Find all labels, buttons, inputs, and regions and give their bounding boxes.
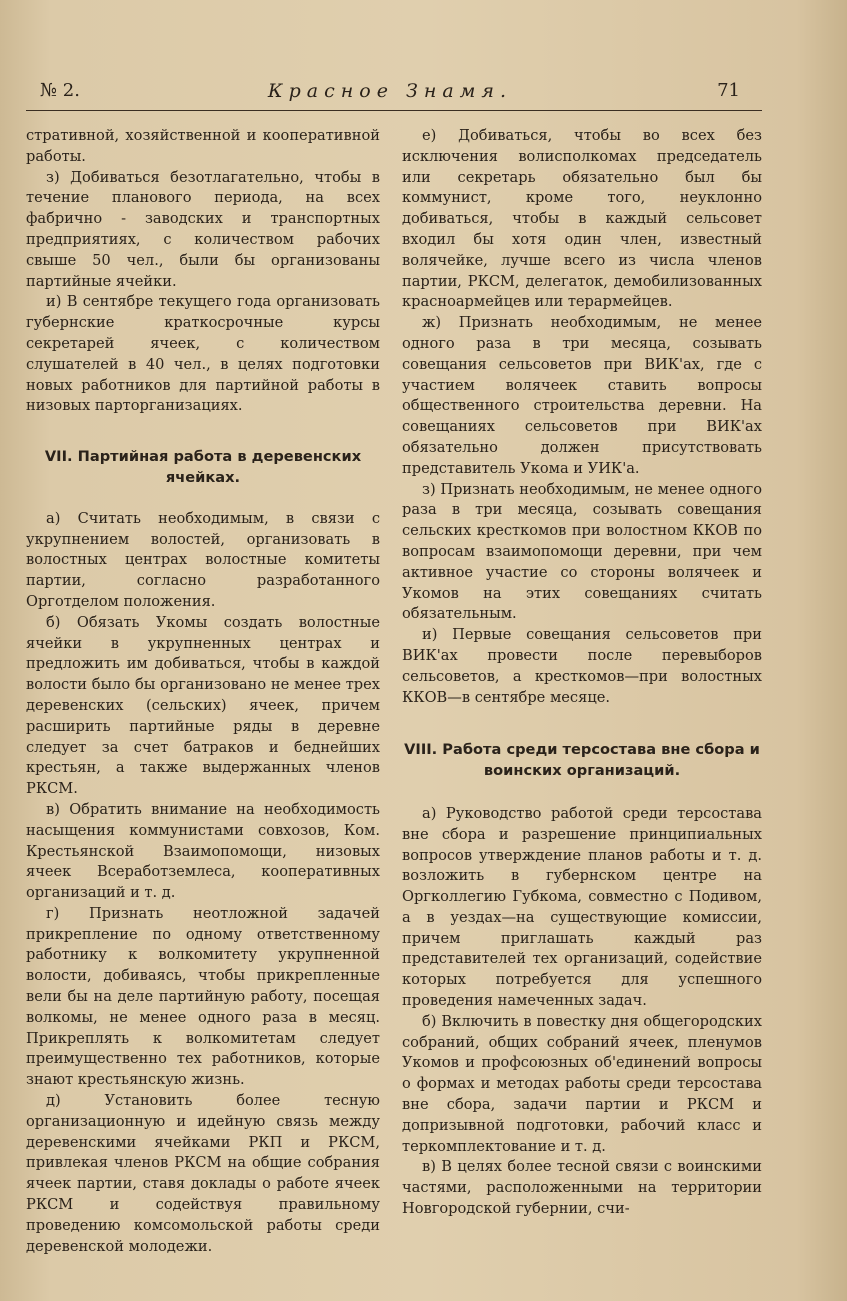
section-heading: VII. Партийная работа в деревенских ячейках. [44,448,362,486]
paragraph: г) Признать неотложной задачей прикрепление по одному ответственному работнику к волкомитету укрупненной волости, добиваясь, чтобы прикрепленные вели бы на деле партийную работу, посещая волкомы, не менее одного раза в месяц. Прикреплять к волкомитетам следует преимущественно тех работников, которые знают крестьянскую жизнь. [26,904,380,1089]
paragraph: ж) Признать необходимым, не менее одного раза в три месяца, созывать совещания сельсоветов при ВИК'ах, где с участием волячеек ставить вопросы общественного строительства деревни. На совещаниях сельсоветов при ВИК'ах обязательно должен присутствовать представитель Укома и УИК'а. [402,314,762,477]
right-column [402,126,762,1220]
paragraph: д) Установить более тесную организационную и идейную связь между деревенскими ячейками РКП и РКСМ, привлекая членов РКСМ на общие собрания ячеек партии, ставя доклады о работе ячеек РКСМ и содействуя правильному проведению комсомольской работы среди деревенской молодежи. [26,1092,380,1255]
newspaper-title: Красное Знамя. [267,80,513,102]
page-number: 71 [717,80,740,101]
paragraph: з) Признать необходимым, не менее одного раза в три месяца, созывать совещания сельских кресткомов при волостном ККОВ по вопросам взаимопомощи деревни, при чем активное участие со стороны волячеек и Укомов на этих совещаниях считать обязательным. [402,480,762,623]
paragraph: б) Обязать Укомы создать волостные ячейки в укрупненных центрах и предложить им добиваться, чтобы в каждой волости было бы организовано не менее трех деревенских (сельских) ячеек, причем расширить партийные ряды в деревне следует за счет батраков и беднейших крестьян, а также выдержанных членов РКСМ. [26,613,380,798]
paragraph: а) Считать необходимым, в связи с укрупнением волостей, организовать в волостных центрах волостные комитеты партии, согласно разработанного Орготделом положения. [26,509,380,610]
paragraph: а) Руководство работой среди терсостава вне сбора и разрешение принципиальных вопросов утверждение планов работы и т. д. возложить в губернском центре на Оргколлегию Губкома, совместно с Подивом, а в уездах—на существующие комиссии, причем приглашать каждый раз представителей тех организаций, содействие которых потребуется для успешного проведения намеченных задач. [402,804,762,1010]
paragraph: и) Первые совещания сельсоветов при ВИК'ах провести после перевыборов сельсоветов, а кресткомов—при волостных ККОВ—в сентябре месяце. [402,626,762,706]
header-rule [26,110,762,111]
paragraph: б) Включить в повестку дня общегородских собраний, общих собраний ячеек, пленумов Укомов и профсоюзных об'единений вопросы о формах и методах работы среди терсостава вне сбора, задачи партии и РКСМ и допризывной подготовки, рабочий класс и теркомплектование и т. д. [402,1012,762,1155]
issue-number: № 2. [40,80,80,101]
paragraph: стративной, хозяйственной и кооперативной работы. [26,127,380,165]
paragraph: в) В целях более тесной связи с воинскими частями, расположенными на территории Новгородской губернии, счи- [402,1158,762,1218]
section-heading: VIII. Работа среди терсостава вне сбора и воинских организаций. [404,741,760,780]
paragraph: и) В сентябре текущего года организовать губернские краткосрочные курсы секретарей ячеек, с количеством слушателей в 40 чел., в целях подготовки новых работников для партийной работы в низовых парторганизациях. [26,293,380,415]
left-column [26,126,380,1257]
page-header [40,76,740,106]
paragraph: е) Добиваться, чтобы во всех без исключения волисполкомах председатель или секретарь обязательно был бы коммунист, кроме того, неуклонно добиваться, чтобы в каждый сельсовет входил бы хотя один член, известный волячейке, лучше всего из числа членов партии, РКСМ, делегаток, демобилизованных красноармейцев или терармейцев. [402,127,762,311]
paragraph: з) Добиваться безотлагательно, чтобы в течение планового периода, на всех фабрично - заводских и транспортных предприятиях, с количеством рабочих свыше 50 чел., были бы организованы партийные ячейки. [26,168,380,290]
paragraph: в) Обратить внимание на необходимость насыщения коммунистами совхозов, Ком. Крестьянской Взаимопомощи, низовых ячеек Всеработземлеса, кооперативных организаций и т. д. [26,800,380,902]
